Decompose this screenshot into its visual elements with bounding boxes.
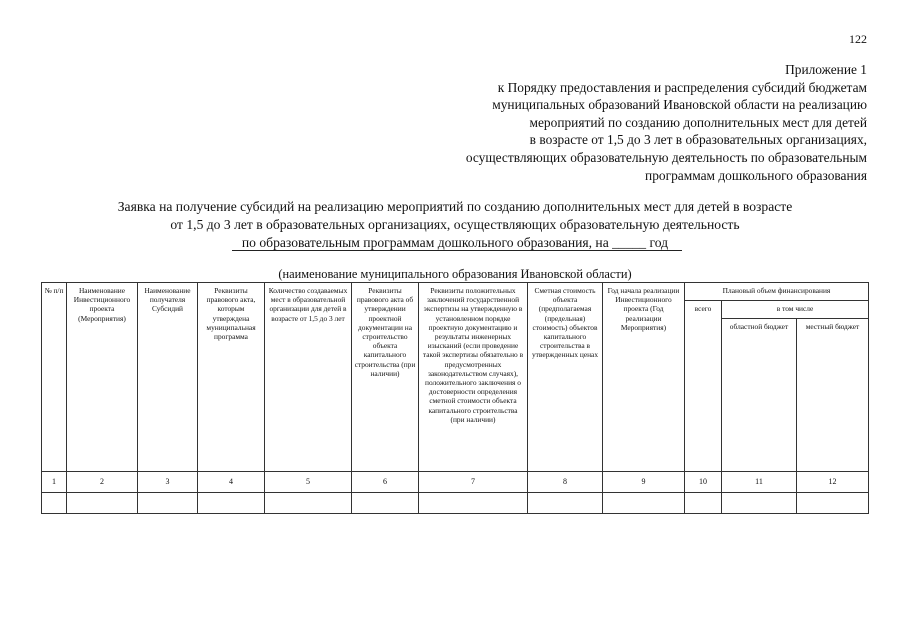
column-number-cell: 4 (198, 472, 265, 493)
column-number-cell: 5 (265, 472, 352, 493)
column-number-cell: 3 (138, 472, 198, 493)
appendix-line: муниципальных образований Ивановской области на реализацию (492, 97, 867, 113)
col-header-local-budget: местный бюджет (797, 319, 869, 472)
empty-data-row (42, 493, 869, 514)
col-header-project-name: Наименование Инвестиционного проекта (Мероприятия) (67, 283, 138, 472)
col-header-expertise: Реквизиты положительных заключений государственной экспертизы на утвержденную в установленном порядке проектную документацию и результаты инженерных изысканий (если проведение такой экспертизы обязательно в предусмотренных законодательством случаях), положительного заключения о достоверности определения сметной стоимости объекта капитального строительства (при наличии) (419, 283, 528, 472)
title-line: от 1,5 до 3 лет в образовательных организациях, осуществляющих образовательную деятельность (170, 217, 740, 232)
col-header-funding: Плановый объем финансирования (685, 283, 869, 301)
page-number: 122 (849, 32, 867, 46)
empty-cell (685, 493, 722, 514)
column-number-cell: 6 (352, 472, 419, 493)
empty-cell (138, 493, 198, 514)
col-header-start-year: Год начала реализации Инвестиционного проекта (Год реализации Мероприятия) (603, 283, 685, 472)
column-number-cell: 12 (797, 472, 869, 493)
empty-cell (67, 493, 138, 514)
column-number-cell: 11 (722, 472, 797, 493)
empty-cell (797, 493, 869, 514)
empty-cell (265, 493, 352, 514)
appendix-line: в возрасте от 1,5 до 3 лет в образовательных организациях, (529, 132, 867, 148)
col-header-estimated-cost: Сметная стоимость объекта (предполагаемая (предельная) стоимость) объектов капитального строительства в утвержденных ценах (528, 283, 603, 472)
col-header-program-act: Реквизиты правового акта, которым утверждена муниципальная программа (198, 283, 265, 472)
appendix-line: мероприятий по созданию дополнительных мест для детей (529, 114, 867, 130)
municipality-caption: (наименование муниципального образования Ивановской области) (278, 267, 632, 281)
col-header-funding-total: всего (685, 301, 722, 472)
col-header-design-act: Реквизиты правового акта об утверждении проектной документации на строительство объекта капитального строительства (при наличии) (352, 283, 419, 472)
col-header-number: № п/п (42, 283, 67, 472)
title-line: по образовательным программам дошкольного образования, на _____ год (241, 235, 669, 250)
application-table (41, 282, 869, 514)
appendix-line: программам дошкольного образования (645, 167, 867, 183)
column-number-cell: 2 (67, 472, 138, 493)
title-line: Заявка на получение субсидий на реализацию мероприятий по созданию дополнительных мест для детей в возрасте (117, 199, 793, 214)
col-header-funding-including: в том числе (722, 301, 869, 319)
column-number-cell: 10 (685, 472, 722, 493)
appendix-line: к Порядку предоставления и распределения субсидий бюджетам (497, 79, 867, 95)
empty-cell (722, 493, 797, 514)
column-number-cell: 1 (42, 472, 67, 493)
empty-cell (42, 493, 67, 514)
column-number-cell: 9 (603, 472, 685, 493)
municipality-underline (232, 250, 682, 251)
appendix-line: осуществляющих образовательную деятельность по образовательным (465, 149, 867, 165)
appendix-line: Приложение 1 (785, 62, 867, 77)
empty-cell (528, 493, 603, 514)
col-header-recipient: Наименование получателя Субсидий (138, 283, 198, 472)
empty-cell (352, 493, 419, 514)
appendix-header (347, 61, 867, 184)
column-number-cell: 7 (419, 472, 528, 493)
empty-cell (603, 493, 685, 514)
col-header-places-count: Количество создаваемых мест в образовательной организации для детей в возрасте от 1,5 до 3 лет (265, 283, 352, 472)
document-title (40, 198, 870, 252)
col-header-regional-budget: областной бюджет (722, 319, 797, 472)
empty-cell (198, 493, 265, 514)
column-number-cell: 8 (528, 472, 603, 493)
empty-cell (419, 493, 528, 514)
